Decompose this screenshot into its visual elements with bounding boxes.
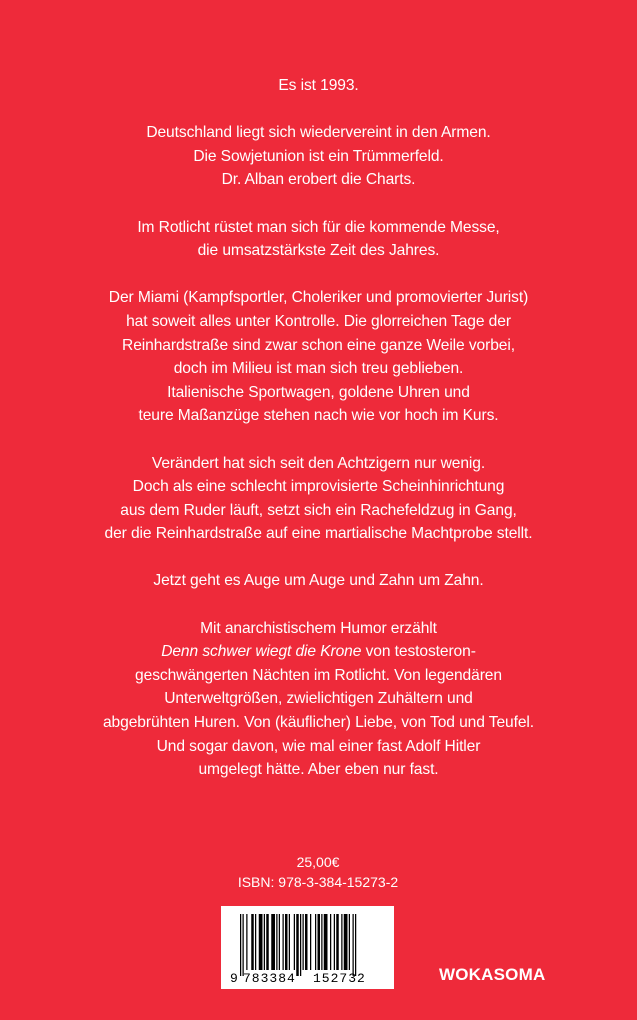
barcode-bar [349, 914, 350, 970]
barcode-bar [330, 914, 331, 970]
barcode-bar [285, 914, 288, 970]
barcode-bar [296, 914, 299, 976]
blurb-paragraph-2 [30, 121, 607, 192]
barcode-bar [276, 914, 277, 970]
barcode-bar [310, 914, 311, 970]
blurb-line: der die Reinhardstraße auf eine martialische Machtprobe stellt. [104, 525, 533, 543]
blurb-line: Mit anarchistischem Humor erzählt [200, 619, 437, 637]
blurb-line-rest: von testosteron- [361, 643, 476, 661]
blurb-paragraph-6 [30, 569, 607, 593]
blurb-paragraph-1 [30, 74, 607, 98]
blurb-paragraph-5 [30, 452, 607, 546]
blurb-line: Deutschland liegt sich wiedervereint in den Armen. [146, 124, 491, 142]
barcode-bar [334, 914, 335, 970]
blurb-line: Die Sowjetunion ist ein Trümmerfeld. [193, 147, 444, 165]
barcode-bar [283, 914, 284, 970]
blurb-text [30, 74, 607, 805]
barcode-bar [289, 914, 290, 970]
barcode-bar [344, 914, 348, 970]
barcode-bar [264, 914, 265, 970]
barcode-bar [303, 914, 304, 970]
barcode-bar [341, 914, 342, 970]
barcode-bar [294, 914, 295, 970]
blurb-line: geschwängerten Nächten im Rotlicht. Von legendären [135, 666, 502, 684]
blurb-line: doch im Milieu ist man sich treu geblieben. [173, 360, 464, 378]
barcode-bar [240, 914, 241, 976]
barcode-digit-first: 9 [230, 971, 238, 986]
blurb-paragraph-7 [30, 617, 607, 782]
barcode-bar [318, 914, 321, 970]
blurb-paragraph-3 [30, 216, 607, 263]
blurb-line: Jetzt geht es Auge um Auge und Zahn um Zahn. [153, 572, 484, 590]
barcode-bar [259, 914, 263, 970]
blurb-line: Verändert hat sich seit den Achtzigern nur wenig. [151, 454, 486, 472]
blurb-line: hat soweit alles unter Kontrolle. Die glorreichen Tage der [126, 312, 511, 330]
barcode-bar [300, 914, 301, 976]
blurb-line: aus dem Ruder läuft, setzt sich ein Rachefeldzug in Gang, [120, 501, 517, 519]
barcode-bar [255, 914, 256, 970]
blurb-line: Es ist 1993. [278, 77, 359, 94]
blurb-line: Und sogar davon, wie mal einer fast Adolf Hitler [156, 737, 481, 755]
blurb-line: Italienische Sportwagen, goldene Uhren und [167, 383, 470, 401]
barcode-bar [315, 914, 316, 970]
barcode-bar [353, 914, 354, 976]
blurb-line: Dr. Alban erobert die Charts. [221, 171, 416, 189]
book-title: Denn schwer wiegt die Krone [161, 643, 362, 661]
blurb-line: Reinhardstraße sind zwar schon eine ganze Weile vorbei, [122, 336, 515, 354]
blurb-line: abgebrühten Huren. Von (käuflicher) Liebe, von Tod und Teufel. [102, 714, 535, 732]
barcode-bar [305, 914, 308, 970]
price-isbn-block [178, 852, 458, 892]
publisher-logo: WOKASOMA [439, 965, 546, 984]
blurb-line [30, 640, 607, 664]
barcode-bar [355, 914, 356, 976]
barcode-bar [324, 914, 328, 970]
blurb-line: Im Rotlicht rüstet man sich für die kommende Messe, [137, 218, 500, 236]
barcode-bar [336, 914, 339, 970]
barcode-bars [240, 914, 356, 976]
barcode [221, 906, 394, 989]
barcode-bar [246, 914, 247, 970]
barcode-bar [279, 914, 280, 970]
blurb-line: teure Maßanzüge stehen nach wie vor hoch im Kurs. [138, 407, 499, 425]
blurb-line: die umsatzstärkste Zeit des Jahres. [197, 242, 440, 260]
blurb-paragraph-4 [30, 286, 607, 428]
barcode-graphic [221, 906, 394, 989]
barcode-bar [251, 914, 254, 970]
barcode-bar [271, 914, 275, 970]
blurb-line: Der Miami (Kampfsportler, Choleriker und promovierter Jurist) [108, 289, 529, 307]
price: 25,00€ [296, 854, 340, 870]
blurb-line: Unterweltgrößen, zwielichtigen Zuhältern und [164, 690, 473, 708]
barcode-bar [243, 914, 244, 976]
blurb-line: Doch als eine schlecht improvisierte Scheinhinrichtung [132, 478, 505, 496]
barcode-bar [266, 914, 269, 970]
blurb-line: umgelegt hätte. Aber eben nur fast. [198, 761, 439, 779]
barcode-bar [321, 914, 322, 970]
barcode-digits-left: 783384 [243, 971, 296, 986]
isbn: ISBN: 978-3-384-15273-2 [237, 874, 399, 890]
barcode-digits-right: 152732 [313, 971, 366, 986]
